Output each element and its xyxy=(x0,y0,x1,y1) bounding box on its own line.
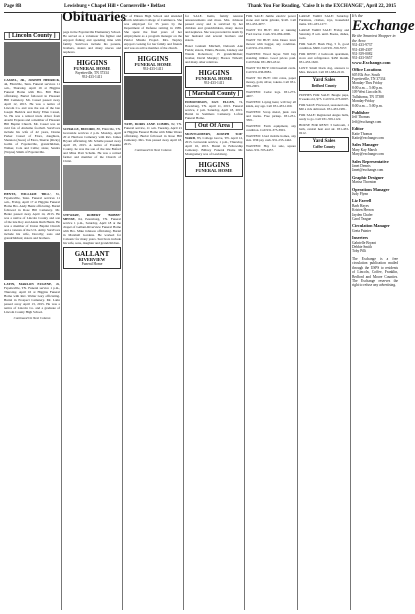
higgins-ad-sub: FUNERAL HOME xyxy=(134,62,172,67)
exchange-tagline: It's the xyxy=(352,13,363,18)
classified-list xyxy=(299,14,349,74)
list-item: FOR RENT: 2 bedroom apartment, stove and refrigerator. $450 month. 931-433-1620. xyxy=(299,52,349,64)
higgins-ad-sub: FUNERAL HOME xyxy=(195,168,233,174)
gallant-ad-name: GALLANT xyxy=(74,249,110,258)
staff-role: Publisher xyxy=(352,109,370,115)
obit-entry: MONTGOMERY, JOSEPH 'JOE' WARD, 83, College Grove, TN. April 12, 2015. Graveside service, 1 p.m., Thursday, April 16, 2015. Burial in Fellowship Cemetery. Bilbrey Funeral Home Mr. Montgomery was of Lewisburg. xyxy=(185,132,243,157)
staff-email[interactable]: Janet@exchange.com xyxy=(352,168,384,173)
obit-entry xyxy=(124,14,182,50)
staff-name: Marisa Thornton xyxy=(352,180,377,185)
staff-name: Judy Flynn xyxy=(352,192,369,196)
circulation-heading: Circulation Manager xyxy=(352,223,390,229)
obit-text: 64, Petersburg, TN. Funeral service 1 p.m., Saturday, April 18 at the chapel of Gallant-Riverview Funeral Home with Bro. Mike Johnson officiating. Burial in Marshall Gardens. He worked for Calsonic for many years. Survivors include his wife, sons, daughter and grandchildren. xyxy=(63,216,121,245)
page-label: Page 8B xyxy=(4,4,22,9)
obit-text: 82, TN. Funeral service, 11 a.m. Tuesday, April 21 at Higgins Funeral Home with Mike Weare officiating. Burial followed in Rose Hill Cemetery. Mrs. Tate passed away April 18, 2015. xyxy=(124,122,182,147)
staff-name: Katie Thomas xyxy=(352,131,373,136)
list-item: 109 West Lincoln St. xyxy=(352,90,383,95)
list-item: Carol Teague xyxy=(352,217,372,222)
section-title: Obituaries xyxy=(62,10,126,25)
obit-photo xyxy=(124,76,182,120)
obit-name: TATE, DORIS JANE COMBS xyxy=(124,122,169,127)
obit-text: 74, Lewisburg, TN. April 11, 2015. Funeral service, 2 p.m. Saturday, April 18, 2015. Burial in Sommers Cemetery. Lofton Funeral Home. xyxy=(185,100,244,121)
obit-entry xyxy=(185,14,243,42)
staff-role: Sales Representative xyxy=(352,158,389,164)
list-item: WANTED: Wood buyer. Will buy standing timber. Good prices paid. Call Eddie 931-993-4312. xyxy=(246,52,296,64)
higgins-ad-phone: 931-433-1411 xyxy=(81,75,103,80)
obit-text: for SALE. Items, family reunion announcements and more. Mrs. Johnson passed away and is survived by her children and grandchildren, many nieces and nephews. She was preceded in death by her husband and several brothers and sisters. xyxy=(185,14,243,42)
list-item: WANT TO BUY: Old baseball cards. Call 931-636-8981. xyxy=(246,66,296,74)
classified-list xyxy=(299,93,349,135)
continued-note: Continued On Next Column xyxy=(134,148,172,153)
staff-list xyxy=(352,111,398,197)
exchange-slogan: Be the Smartest Shopper in the Area xyxy=(352,33,396,43)
obit-entry: CASSEL, JR., JOSEPH HEDRICK, 44, Flintville, Tenn. Funeral services 11 a.m., Thursday, April 16 at Higgins Funeral Home with Bro. Bill Hare officiating. Burial followed in Pleasant Hill Cemetery. Mr. Cassel passed away April 12, 2015. He was a native of Lincoln Co. and was the son of the late Joseph Hedrick and Ruby Ellen Cassel, Sr. He was a retired truck driver from Averitt Express and a member of Pleasant Hill Baptist Church. Mr. Cassel was an avid fan of Alabama football. Survivors include his wife of 42 years, Donna Parker Cassel of Elora, daughters, Shannon (Jason) of Elora, Sherrie (Ricky) Gatlin of Fayetteville, grandchildren, Walker, Cole and Callie; sister, Sandra (Wayne) Smith of Fayetteville. xyxy=(4,78,60,154)
staff-email[interactable]: Katie@exchange.com xyxy=(352,135,384,140)
obit-text: 88, Flintville, TN. Graveside services 2 p.m. Monday, April 20 at Harrison Cemetery with Rev. James Bryant officiating. Mr. Schalle passed away April 18, 2015. A native of Franklin County, he was the son of the late Buford and Mina Pratt Schalle. He was a retired farmer and member of the Church of Christ. xyxy=(63,126,122,163)
list-item: Gabrielle Bryant xyxy=(352,240,377,245)
obit-photo xyxy=(63,85,121,125)
list-item: HOUSE FOR RENT: 3 bedroom, 1 bath, central heat and air. 931-433-0212. xyxy=(299,123,349,135)
column-rule xyxy=(297,14,298,610)
obit-name: SCHALLE, BUFORD xyxy=(63,126,95,131)
staff-email[interactable]: Mary@exchange.com xyxy=(352,152,384,157)
higgins-ad-address: Fayetteville, TN 37334 xyxy=(75,71,109,76)
county-tag: [ Lincoln County ] xyxy=(4,32,60,40)
obit-column-3 xyxy=(124,14,182,610)
list-item: WANT TO BUY: Old or running Ford tractor. Cash. 931-684-2006. xyxy=(246,28,296,36)
list-item: Monday-Thru Friday xyxy=(352,81,383,86)
obit-name: CASSEL, JR., JOSEPH HEDRICK xyxy=(4,78,60,82)
obit-entry: HENTZ, WILLIAM 'BILL', 81, Fayetteville, Tenn. Funeral services 11 a.m., Friday, April 17 at Higgins Funeral Home Bro. Andy Hentz officiating. Burial followed in Rose Hill Cemetery. Mr. Hentz passed away April 14, 2015. He was a native of Lincoln County and son of the late Roy and Annie Ruth Hentz. He was a member of Union Baptist Church and a veteran of the U.S. Army. Survivors include his wife, Dorothy; sons and grandchildren; sisters and brothers. xyxy=(4,192,60,240)
list-item: FOR SALE: Registered Angus bulls, ready to go. Call 931-359-1122. xyxy=(299,113,349,121)
list-item: Toby Pilli xyxy=(352,249,367,254)
obit-text: 44, Flintville, Tenn. Funeral services 11 a.m., Thursday, April 16 at Higgins Funeral Home with Bro. Bill Hare officiating. Burial followed in Pleasant Hill Cemetery. Mr. Cassel passed away April 12, 2015. He was a native of Lincoln Co. and was the son of the late Joseph Hedrick and Ruby Ellen Cassel, Sr. He was a retired truck driver from Averitt Express and a member of Pleasant Hill Baptist Church. Mr. Cassel was an avid fan of Alabama football. Survivors include his wife of 42 years, Donna Parker Cassel of Elora, daughters, Shannon (Jason) of Elora, Sherrie (Ricky) Gatlin of Fayetteville, grandchildren, Walker, Cole and Callie; sister, Sandra (Wayne) Smith of Fayetteville. xyxy=(4,82,60,154)
obit-text: 83, College Grove, TN. April 12, 2015. Graveside service, 1 p.m., Thursday, April 16, 2015. Burial in Fellowship Cemetery. Bilbrey Funeral Home Mr. Montgomery was of Lewisburg. xyxy=(185,136,243,157)
higgins-ad-sub: FUNERAL HOME xyxy=(73,66,111,71)
higgins-ad-phone: 931-433-1411 xyxy=(203,81,225,86)
gallant-ad-sub: RIVERVIEW xyxy=(78,256,106,262)
out-of-area-tag: [ Out Of Area ] xyxy=(185,122,243,130)
phone-2: 931-438-4307 xyxy=(352,47,373,52)
obit-entry: LATIN, MARLON EUGENE, 49, Fayetteville, TN. Funeral service 1 p.m., Thursday, April 16 at Higgins Funeral Home with Rev. Walter Gary officiating. Burial in Prospect Cemetery. Mr. Latin passed away April 13, 2015. He was a native of Lincoln Co. and a graduate of Lincoln County High School. xyxy=(4,282,60,314)
obit-text: Hazel Graham Mitchell, Deborah Ann Fields; sisters, Emma, Brenda, Lindsey and Wanda Robertson; 15 grandchildren; brother, David Murphy; Horace Tidwell; and many other relatives. xyxy=(185,44,243,64)
higgins-ad xyxy=(124,52,182,74)
yard-sales-box xyxy=(299,137,349,152)
staff-role: Sales Manager xyxy=(352,142,379,148)
list-item: Debbie Smith xyxy=(352,245,372,250)
list-item: PUPPIES FOR SALE: Beagle pups, 8 weeks old, $75. Call 931-273-6007. xyxy=(299,93,349,101)
exchange-logo: Exchange xyxy=(352,18,415,35)
staff-name: Jeff Thomas xyxy=(352,115,370,120)
header-date: Thank You For Reading, 'Caise It is the EXCHANGE', April 22, 2015 xyxy=(247,4,396,9)
list-item: WANT TO BUY: John Deere lawn mower with bagger, any condition. Call 931-231-0001. xyxy=(246,38,296,50)
list-item: WANTED: Farm equipment, any condition. Call 931-375-3901. xyxy=(246,124,296,132)
gallant-ad xyxy=(63,247,121,269)
column-rule xyxy=(350,14,351,610)
obit-name: MONTGOMERY, JOSEPH 'JOE' WARD xyxy=(185,132,243,141)
obit-name: LATIN, MARLON EUGENE xyxy=(4,282,52,286)
marshall-county-tag: [ Marshall County ] xyxy=(185,90,243,98)
fax-number: 931-433-5657 xyxy=(352,56,373,61)
higgins-ad xyxy=(63,56,121,83)
obit-column-1 xyxy=(4,30,60,610)
list-item: Barb Hayes xyxy=(352,203,369,208)
higgins-ad-name: HIGGINS xyxy=(198,161,230,170)
staff-email[interactable]: Jeff@exchange.com xyxy=(352,119,382,124)
higgins-ad-phone: 931-433-1411 xyxy=(142,67,164,72)
list-item: Fayetteville, TN 37334 xyxy=(352,77,386,82)
higgins-ad-sub: FUNERAL HOME xyxy=(195,76,233,81)
continued-note: Continued On Next Column xyxy=(13,316,51,320)
staff-role: Operations Manager xyxy=(352,186,390,192)
obit-entry: STEWART, ROBERT 'BOBBY' MENSE, 64, Petersburg, TN. Funeral service 1 p.m., Saturday, April 18 at the chapel of Gallant-Riverview Funeral Home with Bro. Mike Johnson officiating. Burial in Marshall Gardens. He worked for Calsonic for many years. Survivors include his wife, sons, daughter and grandchildren. xyxy=(63,212,121,245)
offices-heading: Office Locations xyxy=(352,67,382,73)
obit-entry xyxy=(63,30,121,54)
yard-sales-title: Yard Sales xyxy=(312,78,336,83)
obit-name: HENTZ, WILLIAM 'BILL' xyxy=(4,192,51,196)
list-item: WANTED: Hay for sale, square bales. 931-703-4457. xyxy=(246,144,296,152)
obit-entry xyxy=(185,44,243,64)
higgins-ad-name: HIGGINS xyxy=(137,55,169,63)
staff-name: Mary Kay Marsh xyxy=(352,147,377,152)
phone-1: 931-433-9737 xyxy=(352,43,373,48)
list-item: LARGE YARD SALE: Saturday. Furniture, clothes, toys, household items. 931-433-1277. xyxy=(299,14,349,26)
obit-text: page in the Fayetteville Elementary School. He served as a volunteer fire fighter and enjoyed fishing and spending time with family. Survivors include his parents, brothers, sisters and many nieces and nephews. xyxy=(63,30,121,54)
list-item: FOR SALE: Jumbo electric power stone and turtle grinder, $120. Call 931-433-4977. xyxy=(246,14,296,26)
list-item: Kristen Herron xyxy=(352,208,374,213)
legal-text: The Exchange is a free circulation publication mailed through the USPS to residents of Lincoln, Coffee, Franklin, Bedford and Moore Counties. The Exchange reserves the right to refuse any advertising. xyxy=(352,256,398,288)
obit-photo xyxy=(4,156,60,190)
higgins-ad-name: HIGGINS xyxy=(198,69,230,77)
higgins-ad xyxy=(185,158,243,176)
staff-role: Editor xyxy=(352,126,364,132)
obit-column-4 xyxy=(185,14,243,610)
paper-towns: Lewisburg • Chapel Hill • Cornersville • Belfast xyxy=(64,4,166,9)
column-rule xyxy=(122,14,123,610)
list-item: WANTED: Used mobile homes, any size. Will pay cash. 931-233-1442. xyxy=(246,134,296,142)
column-rule xyxy=(61,14,62,610)
office-list xyxy=(352,73,398,108)
yard-sales-county: Coffee County xyxy=(312,144,336,149)
misc-staff-heading: Liz Farrell xyxy=(352,198,372,204)
list-item: 8:00 a.m. – 5:00 p.m. xyxy=(352,85,383,90)
website: www.Exchange.com xyxy=(352,59,391,65)
obit-entry: SCHALLE, BUFORD, 88, Flintville, TN. Graveside services 2 p.m. Monday, April 20 at Harrison Cemetery with Rev. James Bryant officiating. Mr. Schalle passed away April 18, 2015. A native of Franklin County, he was the son of the late Buford and Mina Pratt Schalle. He was a retired farmer and member of the Church of Christ. xyxy=(63,126,122,163)
obit-photo xyxy=(4,42,60,76)
list-item: Jayden Chafer xyxy=(352,212,373,217)
list-item: FOR SALE: Firewood, seasoned oak, $60 a rick delivered. 931-433-1981. xyxy=(299,103,349,111)
yard-sales-county: Bedford County xyxy=(311,83,337,88)
staff-role: Graphic Designer xyxy=(352,174,384,180)
list-item: WANT TO BUY: Old coins, paper money, gold, silver, tokens. Call 931-359-2003. xyxy=(246,76,296,88)
obit-entry: EDMONDSON, SGT. ELLEN, 74, Lewisburg, TN. April 11, 2015. Funeral service, 2 p.m. Saturday, April 18, 2015. Burial in Sommers Cemetery. Lofton Funeral Home. xyxy=(185,100,244,121)
column-rule xyxy=(183,14,184,610)
list-item: FOR SALE: Bush Hog, 5 ft, good condition. $600. Call 931-359-5557. xyxy=(299,42,349,50)
list-item: 8:00 a.m. – 5:00 p.m. xyxy=(352,103,383,108)
misc-staff-list xyxy=(352,204,398,222)
list-item: Tullahoma, TN 37388 xyxy=(352,94,384,99)
obit-text: 49, Fayetteville, TN. Funeral service 1 p.m., Thursday, April 16 at Higgins Funeral Home with Rev. Walter Gary officiating. Burial in Prospect Cemetery. Mr. Latin passed away April 13, 2015. He was a native of Lincoln Co. and a graduate of Lincoln County High School. xyxy=(4,282,60,314)
list-item: WANTED: Scrap metal, junk cars and trucks. Free pickup. 931-231-3301. xyxy=(246,110,296,122)
obit-name: EDMONDSON, SGT. ELLEN xyxy=(185,100,235,105)
exchange-masthead xyxy=(352,13,415,610)
obit-column-2 xyxy=(63,30,121,610)
gallant-ad-tag: Funeral Home xyxy=(81,261,103,266)
list-item: WANTED: Cedar logs. 931-273-4407. xyxy=(246,90,296,98)
obit-text: ter of Elkton High School and attended North Alabama College of Commerce. She was employed for 35 years by the Department of Defense retiring in 1985. She spent the final years of her employment as a program manager on the Patriot Missile Project. Mrs. Tarpley enjoyed cooking for her family and friends and was an active member of the church. xyxy=(124,14,182,50)
classifieds-column-2 xyxy=(299,14,349,610)
circulation-name: Greta Painter xyxy=(352,228,372,233)
higgins-ad xyxy=(185,66,243,88)
inserters-list xyxy=(352,241,398,254)
staff-name: Janet Dennis xyxy=(352,163,371,168)
list-item: LARGE YARD SALE: Friday and Saturday, 8 a.m. until. Books, dishes, tools. xyxy=(299,28,349,40)
higgins-ad-name: HIGGINS xyxy=(76,59,108,67)
list-item: 605 Elk Ave. South xyxy=(352,72,380,77)
list-item: Monday-Friday xyxy=(352,99,375,104)
list-item: LOST: Small black dog, answers to Max. Reward. Call 931-684-2219. xyxy=(299,66,349,74)
phone-3: 931-359-0082 xyxy=(352,52,373,57)
column-rule xyxy=(244,14,245,610)
obit-name: STEWART, ROBERT 'BOBBY' MENSE xyxy=(63,212,121,221)
obit-photo xyxy=(63,165,121,211)
obit-text: 81, Fayetteville, Tenn. Funeral services 11 a.m., Friday, April 17 at Higgins Funeral Home Bro. Andy Hentz officiating. Burial followed in Rose Hill Cemetery. Mr. Hentz passed away April 14, 2015. He was a native of Lincoln County and son of the late Roy and Annie Ruth Hentz. He was a member of Union Baptist Church and a veteran of the U.S. Army. Survivors include his wife, Dorothy; sons and grandchildren; sisters and brothers. xyxy=(4,192,60,240)
classifieds-column-1 xyxy=(246,14,296,610)
yard-sales-box xyxy=(299,76,349,91)
obit-photo xyxy=(4,242,60,280)
obit-entry: TATE, DORIS JANE COMBS, 82, TN. Funeral service, 11 a.m. Tuesday, April 21 at Higgins Funeral Home with Mike Weare officiating. Burial followed in Rose Hill Cemetery. Mrs. Tate passed away April 18, 2015. xyxy=(124,122,182,147)
inserters-heading: Inserters xyxy=(352,235,369,241)
list-item: WANTED: Laying hens; will buy all kinds, any age. Call 931-433-1160. xyxy=(246,100,296,108)
yard-sales-title: Yard Sales xyxy=(312,139,336,144)
